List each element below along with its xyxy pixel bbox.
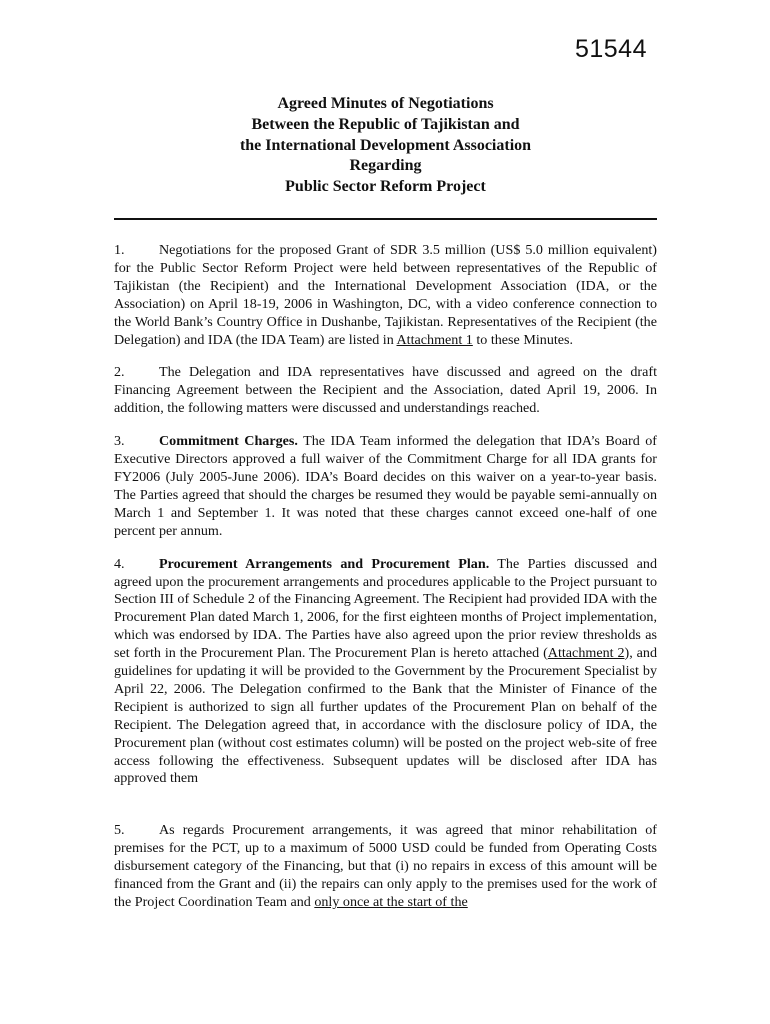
paragraph-spacer	[114, 788, 657, 822]
paragraph-number: 2.	[114, 364, 125, 381]
paragraph-heading: Procurement Arrangements and Procurement Plan.	[159, 555, 490, 572]
document-body	[114, 242, 657, 912]
underlined-text: only once at the start of the	[314, 894, 468, 910]
paragraph-number: 5.	[114, 822, 125, 839]
paragraph-text: The IDA Team informed the delegation that IDA’s Board of Executive Directors approved a full waiver of the Commitment Charge for all IDA grants for FY2006 (July 2005-June 2006). IDA’s Board decides on this waiver on a year-to-year basis. The Parties agreed that should the charges be resumed they would be payable semi-annually on March 1 and September 1. It was noted that these charges cannot exceed one-half of one percent per annum.	[114, 433, 657, 539]
document-title	[114, 94, 657, 198]
title-divider	[114, 218, 657, 220]
paragraph-spacer	[114, 349, 657, 364]
paragraph-text: As regards Procurement arrangements, it was agreed that minor rehabilitation of premises for the PCT, up to a maximum of 5000 USD could be funded from Operating Costs disbursement category of the Financing, but that (i) no repairs in excess of this amount will be financed from the Grant and (ii) the repairs can only apply to the premises used for the work of the Project Coordination Team and	[114, 822, 657, 910]
paragraph-heading: Commitment Charges.	[159, 433, 298, 450]
paragraph-2	[114, 364, 657, 418]
paragraph-spacer	[114, 418, 657, 433]
paragraph-text: to these Minutes.	[472, 331, 574, 348]
paragraph-number: 1.	[114, 242, 125, 258]
paragraph-5	[114, 822, 657, 912]
paragraph-1	[114, 242, 657, 349]
title-line-5: Public Sector Reform Project	[285, 178, 486, 196]
paragraph-3	[114, 433, 657, 540]
paragraph-number: 4.	[114, 555, 125, 572]
title-line-3: the International Development Association	[239, 136, 532, 154]
title-line-1: Agreed Minutes of Negotiations	[277, 95, 494, 112]
paragraph-text: The Delegation and IDA representatives have discussed and agreed on the draft Financing Agreement between the Recipient and the Association, dated April 19, 2006. In addition, the following matters were discussed and understandings reached.	[114, 364, 657, 417]
paragraph-text: The Parties discussed and agreed upon the procurement arrangements and procedures applicable to the Project pursuant to Section III of Schedule 2 of the Financing Agreement. The Recipient had provided IDA with the Procurement Plan dated March 1, 2006, for the first eighteen months of Project implementation, which was endorsed by IDA. The Parties have also agreed upon the prior review thresholds as set forth in the Procurement Plan. The Procurement Plan is hereto attached (	[114, 555, 657, 662]
paragraph-text: ), and guidelines for updating it will be provided to the Government by the Procurement Specialist by April 22, 2006. The Delegation confirmed to the Bank that the Minister of Finance of the Recipient is authorized to sign all further updates of the Procurement Plan on behalf of the Recipient. The Delegation agreed that, in accordance with the disclosure policy of IDA, the Procurement plan (without cost estimates column) will be posted on the project web-site of free access following the effectiveness. Subsequent updates will be disclosed after IDA has approved them	[114, 645, 657, 787]
paragraph-spacer	[114, 541, 657, 556]
title-line-4: Regarding	[349, 157, 422, 175]
attachment-1-reference: Attachment 1	[396, 331, 473, 348]
paragraph-number: 3.	[114, 433, 125, 450]
attachment-2-reference: Attachment 2	[547, 645, 625, 662]
paragraph-text: Negotiations for the proposed Grant of SDR 3.5 million (US$ 5.0 million equivalent) for the Public Sector Reform Project were held between representatives of the Republic of Tajikistan (the Recipient) and the International Development Association (IDA, or the Association) on April 18-19, 2006 in Washington, DC, with a video conference connection to the World Bank’s Country Office in Dushanbe, Tajikistan. Representatives of the Recipient (the Delegation) and IDA (the IDA Team) are listed in	[114, 242, 657, 348]
title-line-2: Between the Republic of Tajikistan and	[251, 115, 520, 133]
paragraph-4	[114, 556, 657, 789]
document-number: 51544	[574, 35, 647, 63]
